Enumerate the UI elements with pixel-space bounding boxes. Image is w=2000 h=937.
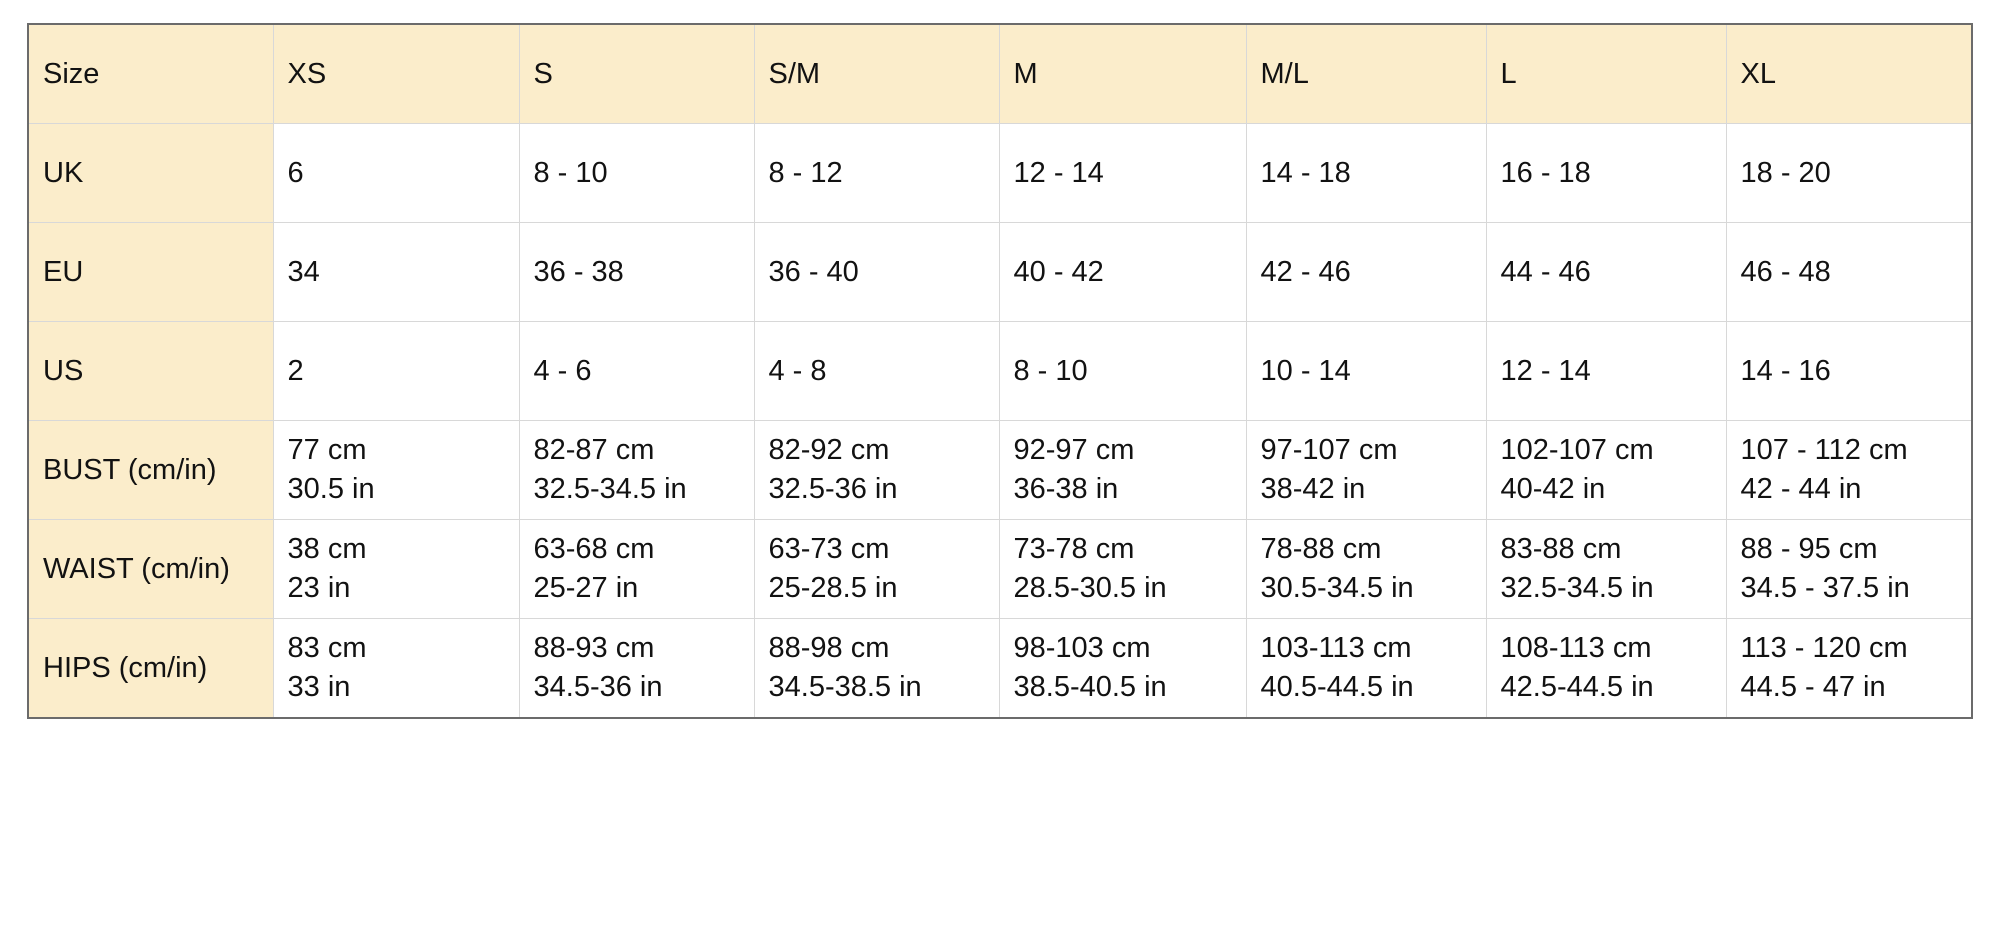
cell-us-sm: 4 - 8: [754, 322, 999, 421]
table-row: [28, 520, 1972, 619]
row-label-waist: WAIST (cm/in): [28, 520, 273, 619]
cell-hips-m: 98-103 cm 38.5-40.5 in: [999, 619, 1246, 719]
cell-waist-xl: 88 - 95 cm 34.5 - 37.5 in: [1726, 520, 1972, 619]
column-header-s: S: [519, 24, 754, 124]
cell-eu-xs: 34: [273, 223, 519, 322]
cell-eu-l: 44 - 46: [1486, 223, 1726, 322]
cell-uk-ml: 14 - 18: [1246, 124, 1486, 223]
cell-uk-l: 16 - 18: [1486, 124, 1726, 223]
row-label-uk: UK: [28, 124, 273, 223]
cell-waist-ml: 78-88 cm 30.5-34.5 in: [1246, 520, 1486, 619]
cell-bust-xs: 77 cm 30.5 in: [273, 421, 519, 520]
cell-uk-xl: 18 - 20: [1726, 124, 1972, 223]
cell-eu-ml: 42 - 46: [1246, 223, 1486, 322]
cell-waist-s: 63-68 cm 25-27 in: [519, 520, 754, 619]
cell-bust-m: 92-97 cm 36-38 in: [999, 421, 1246, 520]
cell-hips-xl: 113 - 120 cm 44.5 - 47 in: [1726, 619, 1972, 719]
cell-waist-sm: 63-73 cm 25-28.5 in: [754, 520, 999, 619]
column-header-m: M: [999, 24, 1246, 124]
cell-eu-xl: 46 - 48: [1726, 223, 1972, 322]
cell-us-xs: 2: [273, 322, 519, 421]
column-header-xs: XS: [273, 24, 519, 124]
cell-uk-xs: 6: [273, 124, 519, 223]
table-row: [28, 223, 1972, 322]
column-header-ml: M/L: [1246, 24, 1486, 124]
cell-uk-m: 12 - 14: [999, 124, 1246, 223]
table-row: [28, 322, 1972, 421]
cell-us-m: 8 - 10: [999, 322, 1246, 421]
cell-uk-sm: 8 - 12: [754, 124, 999, 223]
cell-eu-sm: 36 - 40: [754, 223, 999, 322]
row-label-us: US: [28, 322, 273, 421]
row-label-hips: HIPS (cm/in): [28, 619, 273, 719]
row-label-bust: BUST (cm/in): [28, 421, 273, 520]
table-header-row: [28, 24, 1972, 124]
cell-us-xl: 14 - 16: [1726, 322, 1972, 421]
cell-hips-s: 88-93 cm 34.5-36 in: [519, 619, 754, 719]
size-chart-container: [27, 23, 1971, 915]
table-row: [28, 421, 1972, 520]
cell-us-l: 12 - 14: [1486, 322, 1726, 421]
column-header-size: Size: [28, 24, 273, 124]
cell-waist-m: 73-78 cm 28.5-30.5 in: [999, 520, 1246, 619]
cell-us-ml: 10 - 14: [1246, 322, 1486, 421]
cell-bust-ml: 97-107 cm 38-42 in: [1246, 421, 1486, 520]
cell-waist-xs: 38 cm 23 in: [273, 520, 519, 619]
table-row: [28, 619, 1972, 719]
cell-us-s: 4 - 6: [519, 322, 754, 421]
cell-eu-m: 40 - 42: [999, 223, 1246, 322]
column-header-sm: S/M: [754, 24, 999, 124]
cell-waist-l: 83-88 cm 32.5-34.5 in: [1486, 520, 1726, 619]
cell-hips-ml: 103-113 cm 40.5-44.5 in: [1246, 619, 1486, 719]
cell-hips-xs: 83 cm 33 in: [273, 619, 519, 719]
size-chart-table: [27, 23, 1973, 719]
cell-bust-l: 102-107 cm 40-42 in: [1486, 421, 1726, 520]
column-header-l: L: [1486, 24, 1726, 124]
column-header-xl: XL: [1726, 24, 1972, 124]
cell-bust-sm: 82-92 cm 32.5-36 in: [754, 421, 999, 520]
cell-hips-sm: 88-98 cm 34.5-38.5 in: [754, 619, 999, 719]
cell-eu-s: 36 - 38: [519, 223, 754, 322]
table-row: [28, 124, 1972, 223]
cell-bust-s: 82-87 cm 32.5-34.5 in: [519, 421, 754, 520]
cell-hips-l: 108-113 cm 42.5-44.5 in: [1486, 619, 1726, 719]
cell-bust-xl: 107 - 112 cm 42 - 44 in: [1726, 421, 1972, 520]
cell-uk-s: 8 - 10: [519, 124, 754, 223]
row-label-eu: EU: [28, 223, 273, 322]
